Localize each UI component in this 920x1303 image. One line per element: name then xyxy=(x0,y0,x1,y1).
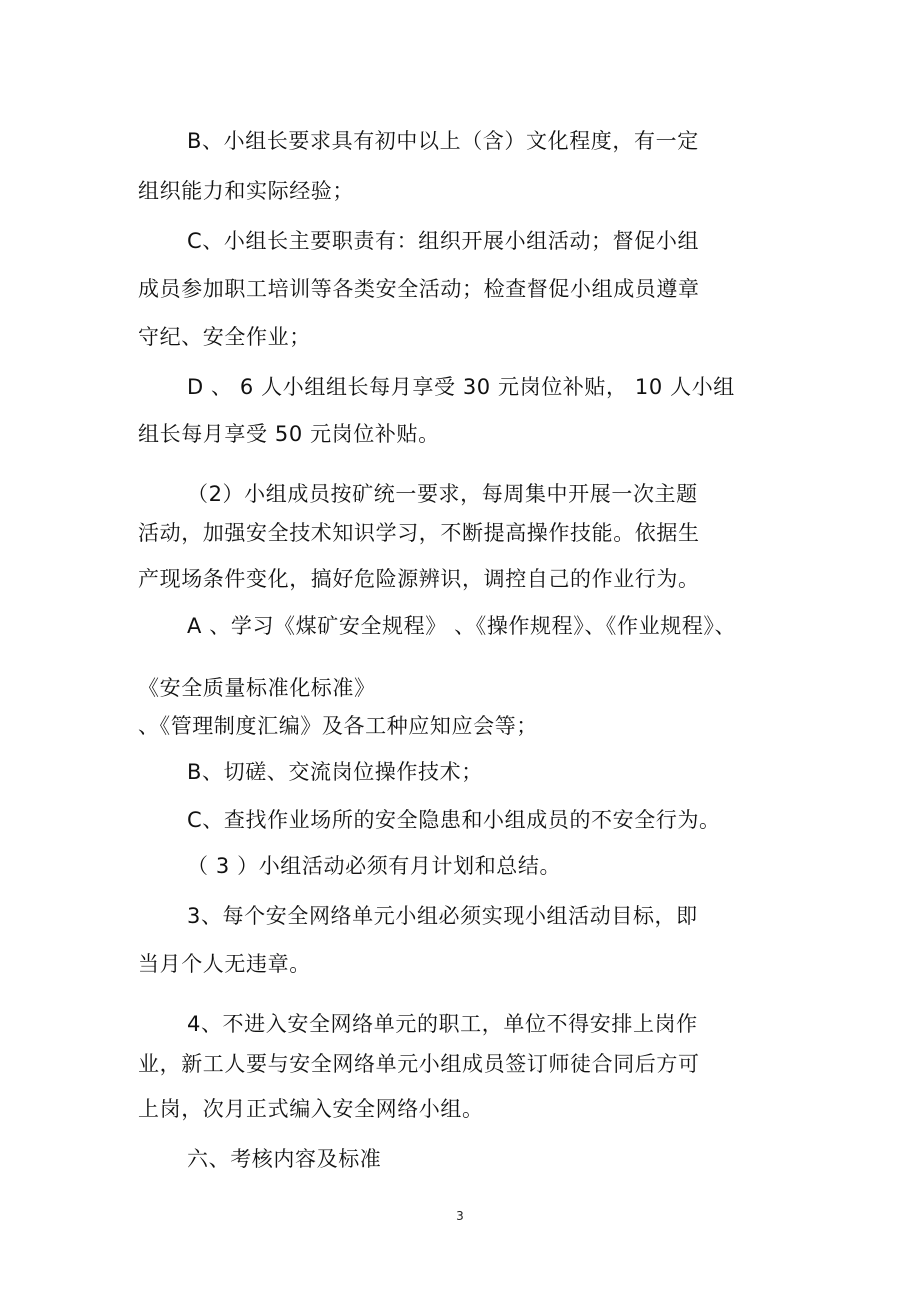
text-line: 当月个人无违章。 xyxy=(138,952,311,976)
text-line: 活动，加强安全技术知识学习，不断提高操作技能。依据生 xyxy=(138,521,700,545)
section-heading: 六、考核内容及标准 xyxy=(187,1147,382,1171)
text-line: 组长每月享受 50 元岗位补贴。 xyxy=(138,422,440,446)
page-number: 3 xyxy=(456,1209,464,1223)
text-line: 《安全质量标准化标准》 xyxy=(138,676,376,700)
text-line: B、切磋、交流岗位操作技术； xyxy=(187,760,483,784)
text-line: 产现场条件变化，搞好危险源辨识，调控自己的作业行为。 xyxy=(138,567,700,591)
text-line: 4、不进入安全网络单元的职工，单位不得安排上岗作 xyxy=(187,1012,698,1036)
text-line: C、小组长主要职责有：组织开展小组活动；督促小组 xyxy=(187,229,700,253)
text-line: 、《管理制度汇编》及各工种应知应会等； xyxy=(138,714,538,738)
text-line: （ 3 ）小组活动必须有月计划和总结。 xyxy=(187,854,562,878)
text-line: 组织能力和实际经验； xyxy=(138,179,354,203)
text-line: C、查找作业场所的安全隐患和小组成员的不安全行为。 xyxy=(187,808,721,832)
text-line: （2）小组成员按矿统一要求，每周集中开展一次主题 xyxy=(187,482,698,506)
text-line: A 、学习《煤矿安全规程》 、《操作规程》、《作业规程》、 xyxy=(187,614,737,638)
text-line: 上岗，次月正式编入安全网络小组。 xyxy=(138,1097,484,1121)
text-line: 守纪、安全作业； xyxy=(138,325,311,349)
text-line: B、小组长要求具有初中以上（含）文化程度，有一定 xyxy=(187,129,699,153)
text-line: 3、每个安全网络单元小组必须实现小组活动目标，即 xyxy=(187,904,698,928)
text-line: 业，新工人要与安全网络单元小组成员签订师徒合同后方可 xyxy=(138,1052,700,1076)
text-line: 成员参加职工培训等各类安全活动；检查督促小组成员遵章 xyxy=(138,277,700,301)
text-line: D 、 6 人小组组长每月享受 30 元岗位补贴， 10 人小组 xyxy=(187,375,735,399)
